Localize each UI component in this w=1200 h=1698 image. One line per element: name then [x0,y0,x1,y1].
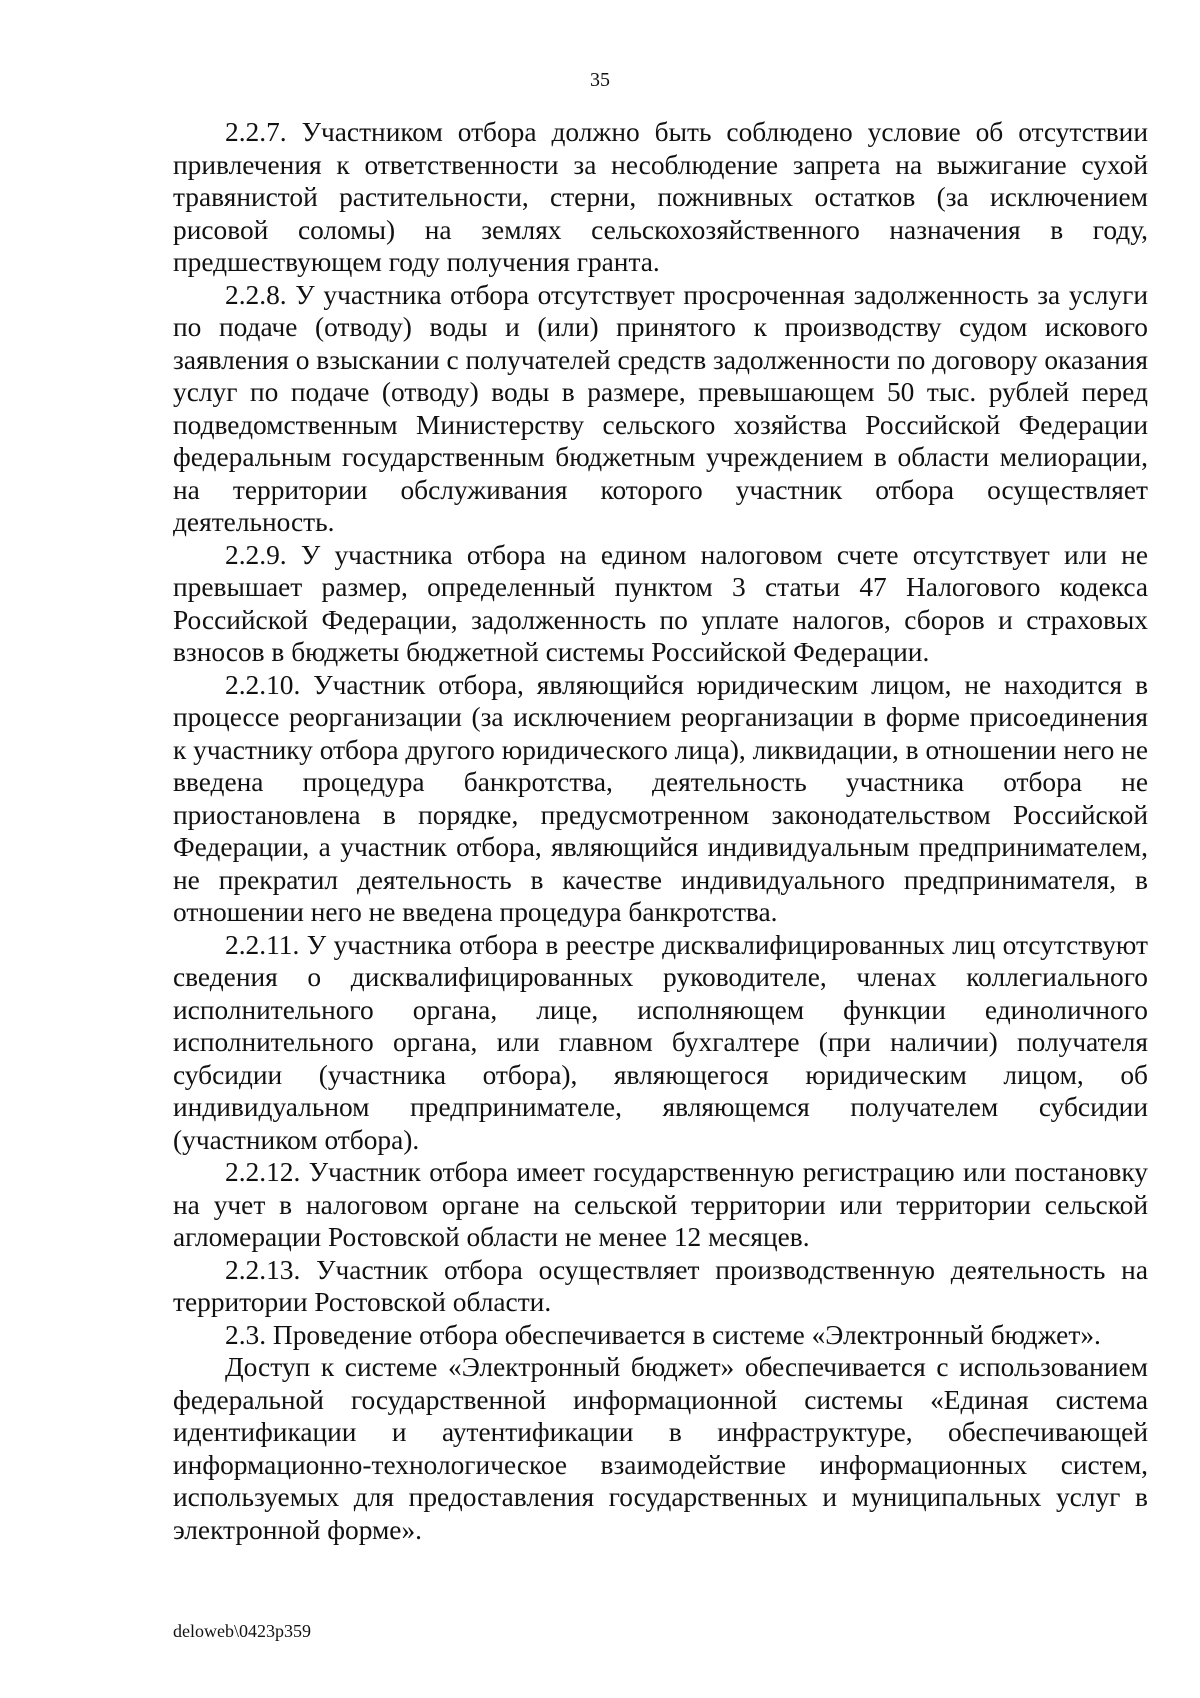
paragraph-2-2-13: 2.2.13. Участник отбора осуществляет производственную деятельность на территории Ростовской области. [173,1254,1148,1317]
document-footer-code: deloweb\0423p359 [173,1621,311,1641]
paragraph-2-3: 2.3. Проведение отбора обеспечивается в системе «Электронный бюджет». [225,1319,1101,1350]
paragraph-2-2-8: 2.2.8. У участника отбора отсутствует просроченная задолженность за услуги по подаче (отводу) воды и (или) принятого к производству судом искового заявления о взыскании с получателей средств задолженности по договору оказания услуг по подаче (отводу) воды в размере, превышающем 50 тыс. рублей перед подведомственным Министерству сельского хозяйства Российской Федерации федеральным государственным бюджетным учреждением в области мелиорации, на территории обслуживания которого участник отбора осуществляет деятельность. [173,279,1149,537]
paragraph-access: Доступ к системе «Электронный бюджет» обеспечивается с использованием федеральной государственной информационной системы «Единая система идентификации и аутентификации в инфраструктуре, обеспечивающей информационно-технологическое взаимодействие информационных систем, используемых для предоставления государственных и муниципальных услуг в электронной форме». [173,1352,1148,1545]
page-number: 35 [590,69,610,91]
paragraph-2-2-9: 2.2.9. У участника отбора на едином налоговом счете отсутствует или не превышает размер, определенный пунктом 3 статьи 47 Налогового кодекса Российской Федерации, задолженность по уплате налогов, сборов и страховых взносов в бюджеты бюджетной системы Российской Федерации. [173,539,1148,667]
paragraph-2-2-12: 2.2.12. Участник отбора имеет государственную регистрацию или постановку на учет в налоговом органе на сельской территории или территории сельской агломерации Ростовской области не менее 12 месяцев. [173,1157,1148,1252]
paragraph-2-2-11: 2.2.11. У участника отбора в реестре дисквалифицированных лиц отсутствуют сведения о дисквалифицированных руководителе, членах коллегиального исполнительного органа, лице, исполняющем функции единоличного исполнительного органа, или главном бухгалтере (при наличии) получателя субсидии (участника отбора), являющегося юридическим лицом, об индивидуальном предпринимателе, являющемся получателем субсидии (участником отбора). [173,929,1148,1155]
paragraph-2-2-7: 2.2.7. Участником отбора должно быть соблюдено условие об отсутствии привлечения к ответственности за несоблюдение запрета на выжигание сухой травянистой растительности, стерни, пожнивных остатков (за исключением рисовой соломы) на землях сельскохозяйственного назначения в году, предшествующем году получения гранта. [173,117,1148,277]
document-body [173,116,1148,1546]
paragraph-2-2-10: 2.2.10. Участник отбора, являющийся юридическим лицом, не находится в процессе реорганизации (за исключением реорганизации в форме присоединения к участнику отбора другого юридического лица), ликвидации, в отношении него не введена процедура банкротства, деятельность участника отбора не приостановлена в порядке, предусмотренном законодательством Российской Федерации, а участник отбора, являющийся индивидуальным предпринимателем, не прекратил деятельность в качестве индивидуального предпринимателя, в отношении него не введена процедура банкротства. [173,669,1148,927]
